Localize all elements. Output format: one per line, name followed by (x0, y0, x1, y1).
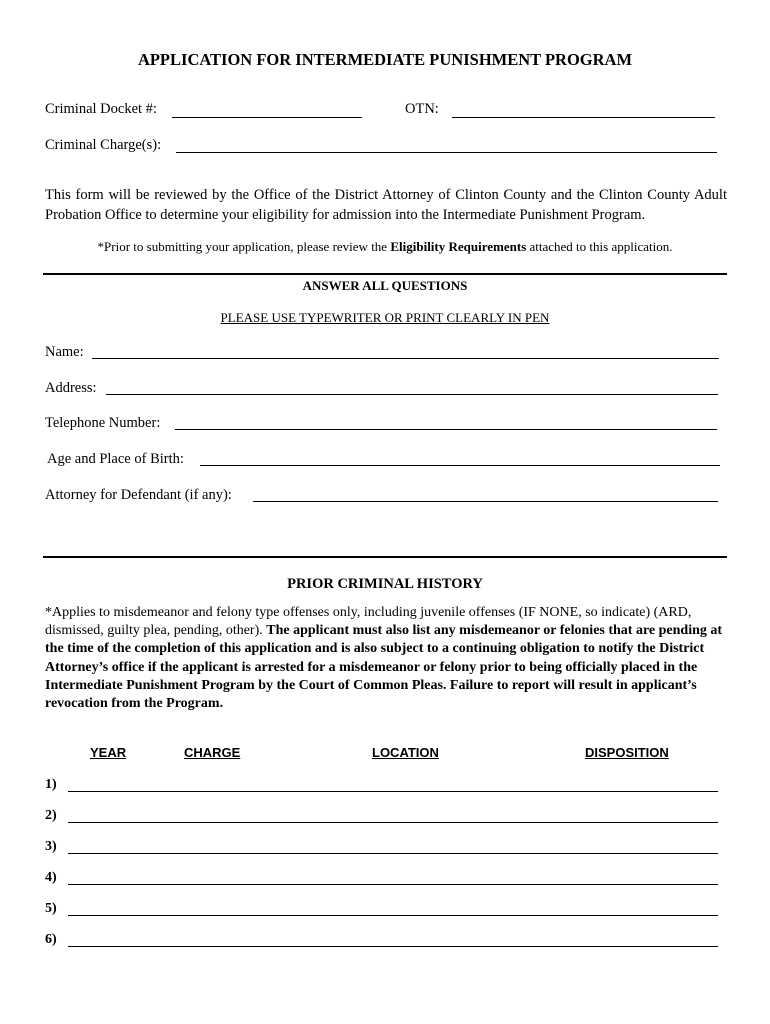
age-birth-field[interactable] (200, 465, 720, 466)
note-eligibility: Eligibility Requirements (390, 239, 527, 254)
col-year: YEAR (90, 745, 127, 760)
docket-field[interactable] (172, 117, 362, 118)
row-number: 1) (45, 777, 57, 792)
eligibility-note (0, 239, 770, 255)
history-text: *Applies to misdemeanor and felony type offenses only, including juvenile offenses (IF NONE, so indicate) (ARD, dismissed, guilty plea, pending, other). (45, 605, 692, 639)
row-number: 6) (45, 932, 57, 947)
attorney-field[interactable] (253, 501, 718, 502)
section-divider-top (43, 273, 727, 275)
col-charge: CHARGE (184, 745, 241, 760)
age-birth-label: Age and Place of Birth: (47, 451, 184, 467)
address-label: Address: (45, 380, 97, 396)
otn-field[interactable] (452, 117, 715, 118)
address-field[interactable] (106, 394, 718, 395)
telephone-label: Telephone Number: (45, 415, 161, 431)
name-field[interactable] (92, 358, 719, 359)
note-prefix: *Prior to submitting your application, please review the (97, 239, 391, 254)
charges-field[interactable] (176, 152, 717, 153)
row-number: 2) (45, 808, 57, 823)
history-instructions (45, 604, 727, 713)
history-row-field[interactable] (68, 853, 718, 854)
history-row-field[interactable] (68, 946, 718, 947)
history-row-field[interactable] (68, 822, 718, 823)
docket-label: Criminal Docket #: (45, 101, 157, 117)
intro-paragraph: This form will be reviewed by the Office of the District Attorney of Clinton County and the Clinton County Adult Probation Office to determine your eligibility for admission into the Intermediate Punishment Program. (45, 187, 727, 223)
print-clearly-instruction: PLEASE USE TYPEWRITER OR PRINT CLEARLY IN PEN (220, 310, 550, 325)
history-row-field[interactable] (68, 791, 718, 792)
col-location: LOCATION (372, 745, 439, 760)
history-row-field[interactable] (68, 915, 718, 916)
section-divider-bottom (43, 556, 727, 558)
charges-label: Criminal Charge(s): (45, 137, 162, 153)
form-title: APPLICATION FOR INTERMEDIATE PUNISHMENT PROGRAM (137, 50, 633, 69)
row-number: 5) (45, 901, 57, 916)
history-row-field[interactable] (68, 884, 718, 885)
col-disposition: DISPOSITION (585, 745, 669, 760)
row-number: 4) (45, 870, 57, 885)
history-heading: PRIOR CRIMINAL HISTORY (287, 576, 483, 592)
attorney-label: Attorney for Defendant (if any): (45, 487, 232, 503)
name-label: Name: (45, 344, 84, 360)
otn-label: OTN: (405, 101, 439, 117)
note-suffix: attached to this application. (526, 239, 673, 254)
answer-all-heading: ANSWER ALL QUESTIONS (302, 278, 468, 293)
history-warning: The applicant must also list any misdemeanor or felonies that are pending at the time of the completion of this application and is also subject to a continuing obligation to notify the District Attorney’s office if the applicant is arrested for a misdemeanor or felony prior to being officially placed in the Intermediate Punishment Program by the Court of Common Pleas. Failure to report will result in applicant’s revocation from the Program. (45, 623, 723, 712)
row-number: 3) (45, 839, 57, 854)
telephone-field[interactable] (175, 429, 717, 430)
